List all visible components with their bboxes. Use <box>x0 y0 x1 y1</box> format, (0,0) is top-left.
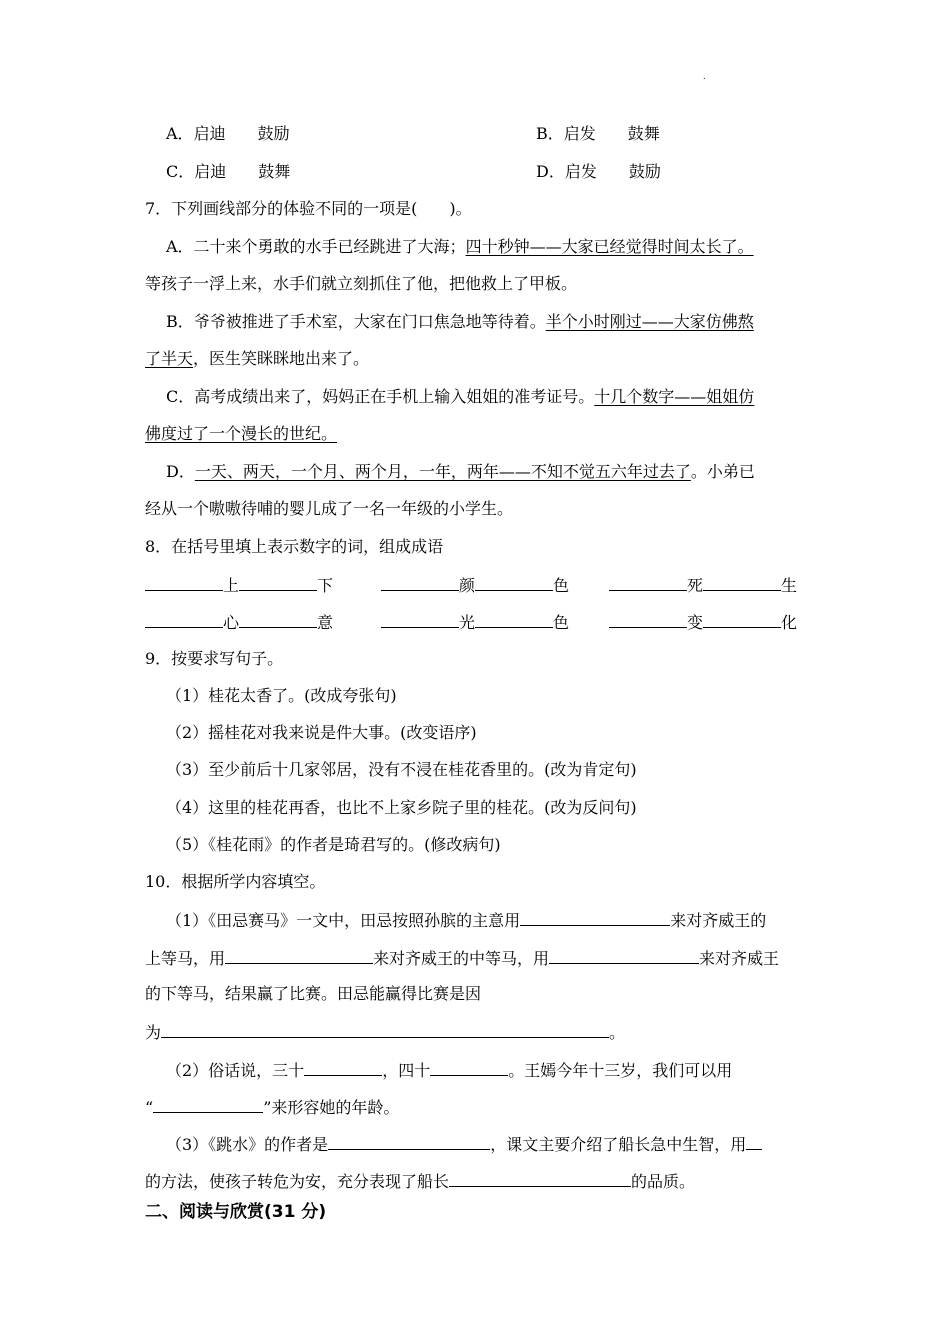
answer-blank[interactable] <box>328 1132 490 1150</box>
answer-blank[interactable] <box>475 610 553 628</box>
q10-part1-line2: 上等马，用 来对齐威王的中等马，用 来对齐威王 <box>145 946 779 968</box>
q9-item: （2）摇桂花对我来说是件大事。(改变语序) <box>166 723 477 742</box>
q7-option-b: B．爷爷被推进了手术室，大家在门口焦急地等待着。半个小时刚过——大家仿佛熬 <box>166 312 754 331</box>
q10-part3-line1: （3）《跳水》的作者是 ，课文主要介绍了船长急中生智，用 <box>166 1132 762 1154</box>
q7-stem: 7．下列画线部分的体验不同的一项是( )。 <box>145 199 472 218</box>
answer-blank[interactable] <box>430 1058 508 1076</box>
q10-part1-line4: 为 。 <box>145 1020 625 1042</box>
idiom-2-3: 变 化 <box>609 610 797 634</box>
q9-item: （4）这里的桂花再香，也比不上家乡院子里的桂花。(改为反问句) <box>166 798 637 817</box>
idiom-1-3: 死 生 <box>609 573 797 597</box>
answer-blank[interactable] <box>449 1169 631 1187</box>
answer-blank[interactable] <box>746 1132 762 1150</box>
idiom-1-2: 颜 色 <box>381 573 569 597</box>
q8-stem: 8．在括号里填上表示数字的词，组成成语 <box>145 537 444 556</box>
answer-blank[interactable] <box>549 946 699 964</box>
q7-option-c: C．高考成绩出来了，妈妈正在手机上输入姐姐的准考证号。十几个数字——姐姐仿 <box>166 387 755 406</box>
q9-item: （3）至少前后十几家邻居，没有不浸在桂花香里的。(改为肯定句) <box>166 760 637 779</box>
q6-option-b: B．启发 鼓舞 <box>536 124 660 143</box>
answer-blank[interactable] <box>225 946 373 964</box>
q9-stem: 9．按要求写句子。 <box>145 649 284 668</box>
q6-option-c: C．启迪 鼓舞 <box>166 162 291 181</box>
answer-blank[interactable] <box>145 610 223 628</box>
q10-part3-line2: 的方法，使孩子转危为安，充分表现了船长 的品质。 <box>145 1169 695 1191</box>
q9-item: （1）桂花太香了。(改成夸张句) <box>166 686 397 705</box>
q10-part2-line2: “ ”来形容她的年龄。 <box>145 1095 399 1117</box>
underlined-text: 半个小时刚过——大家仿佛熬 <box>545 312 754 331</box>
answer-blank[interactable] <box>381 610 459 628</box>
q7-option-c-cont <box>145 423 337 445</box>
answer-blank[interactable] <box>304 1058 382 1076</box>
q6-option-d: D．启发 鼓励 <box>536 162 661 181</box>
answer-blank[interactable] <box>381 573 459 591</box>
idiom-2-2: 光 色 <box>381 610 569 634</box>
answer-blank[interactable] <box>153 1095 263 1113</box>
q10-part2-line1: （2）俗话说，三十 ，四十 。王嫣今年十三岁，我们可以用 <box>166 1058 732 1080</box>
q9-item: （5）《桂花雨》的作者是琦君写的。(修改病句) <box>166 835 501 854</box>
q7-option-d: D．一天、两天，一个月、两个月，一年，两年——不知不觉五六年过去了。小弟已 <box>166 462 755 481</box>
answer-blank[interactable] <box>161 1020 609 1038</box>
underlined-text: 了半天 <box>145 349 194 368</box>
q7-option-d-cont: 经从一个嗷嗷待哺的婴儿成了一名一年级的小学生。 <box>145 499 514 518</box>
answer-blank[interactable] <box>239 573 317 591</box>
underlined-text: 十几个数字——姐姐仿 <box>594 387 755 406</box>
idiom-2-1: 心 意 <box>145 610 333 634</box>
q10-stem: 10．根据所学内容填空。 <box>145 872 326 891</box>
q7-option-a-cont: 等孩子一浮上来，水手们就立刻抓住了他，把他救上了甲板。 <box>145 274 578 293</box>
q7-option-b-cont: 了半天，医生笑眯眯地出来了。 <box>145 349 370 368</box>
answer-blank[interactable] <box>145 573 223 591</box>
answer-blank[interactable] <box>703 573 781 591</box>
section-heading: 二、阅读与欣赏(31 分) <box>145 1202 327 1222</box>
answer-blank[interactable] <box>475 573 553 591</box>
decorative-dot: . <box>703 72 706 81</box>
answer-blank[interactable] <box>520 908 670 926</box>
idiom-1-1: 上 下 <box>145 573 333 597</box>
answer-blank[interactable] <box>703 610 781 628</box>
answer-blank[interactable] <box>609 573 687 591</box>
answer-blank[interactable] <box>239 610 317 628</box>
answer-blank[interactable] <box>609 610 687 628</box>
underlined-text: 佛度过了一个漫长的世纪。 <box>145 424 338 443</box>
underlined-text: 一天、两天，一个月、两个月，一年，两年——不知不觉五六年过去了 <box>194 462 691 481</box>
q10-part1-line1: （1）《田忌赛马》一文中，田忌按照孙膑的主意用 来对齐威王的 <box>166 908 766 930</box>
q7-option-a: A．二十来个勇敢的水手已经跳进了大海；四十秒钟——大家已经觉得时间太长了。 <box>166 237 754 256</box>
q10-part1-line3: 的下等马，结果赢了比赛。田忌能赢得比赛是因 <box>145 984 482 1003</box>
q6-option-a: A．启迪 鼓励 <box>166 124 290 143</box>
underlined-text: 四十秒钟——大家已经觉得时间太长了。 <box>465 237 754 256</box>
